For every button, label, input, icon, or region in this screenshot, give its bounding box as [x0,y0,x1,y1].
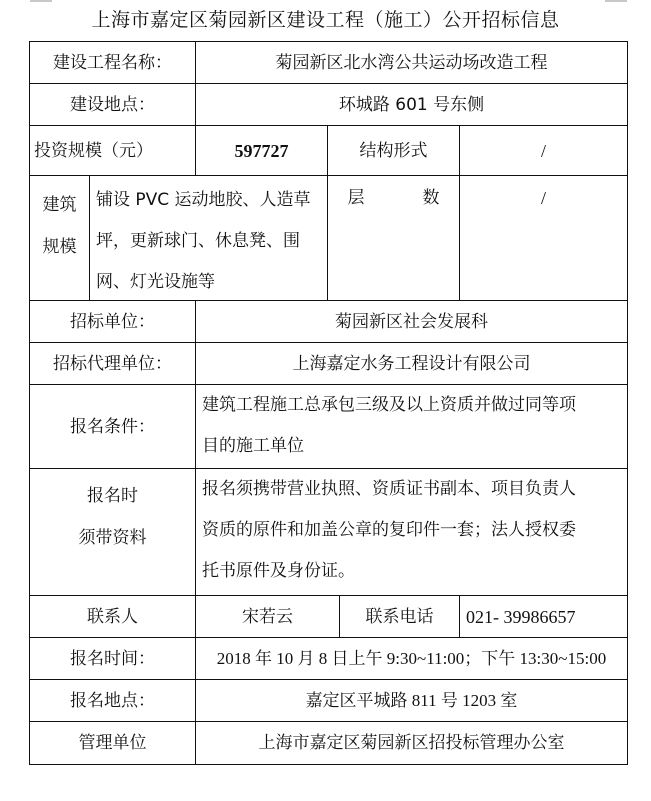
floors-label [327,175,460,301]
location-label: 建设地点： [29,83,196,126]
registration-place-label: 报名地点： [29,679,196,722]
floors-label-a: 层 [347,188,365,208]
registration-time-label: 报名时间： [29,637,196,680]
conditions-label: 报名条件： [29,384,196,469]
registration-time-value: 2018 年 10 月 8 日上午 9:30~11:00；下午 13:30~15:00 [195,637,628,680]
floors-value: / [459,175,628,301]
building-scale-label-line1: 建筑 [42,195,77,215]
project-name-label: 建设工程名称： [29,41,196,84]
building-scale-value [89,175,328,301]
management-label: 管理单位 [29,721,196,765]
materials-line: 托书原件及身份证。 [202,561,355,581]
materials-value [195,468,628,596]
management-value: 上海市嘉定区菊园新区招投标管理办公室 [195,721,628,765]
materials-label [29,468,196,596]
materials-line: 资质的原件和加盖公章的复印件一套；法人授权委 [202,520,576,540]
building-scale-line: 铺设 PVC 运动地胶、人造草 [96,190,311,210]
agent-label: 招标代理单位： [29,342,196,385]
contact-phone-value: 021- 39986657 [459,595,628,638]
materials-label-line2: 须带资料 [78,528,147,548]
location-value: 环城路 601 号东侧 [195,83,628,126]
registration-place-value: 嘉定区平城路 811 号 1203 室 [195,679,628,722]
agent-value: 上海嘉定水务工程设计有限公司 [195,342,628,385]
tender-info-table [30,42,628,766]
project-name-value: 菊园新区北水湾公共运动场改造工程 [195,41,628,84]
page-corner-mark-left [30,0,52,2]
tenderer-label: 招标单位： [29,300,196,343]
contact-name: 宋若云 [195,595,340,638]
contact-label: 联系人 [29,595,196,638]
page-corner-mark-right [605,0,627,2]
building-scale-label-line2: 规模 [42,237,77,257]
investment-value: 597727 [195,125,328,176]
structure-label: 结构形式 [327,125,460,176]
contact-phone-label: 联系电话 [339,595,460,638]
conditions-line: 目的施工单位 [202,436,304,456]
investment-label: 投资规模（元） [29,125,196,176]
tenderer-value: 菊园新区社会发展科 [195,300,628,343]
materials-line: 报名须携带营业执照、资质证书副本、项目负责人 [202,479,576,499]
building-scale-line: 坪，更新球门、休息凳、围 [96,231,300,251]
conditions-value [195,384,628,469]
structure-value: / [459,125,628,176]
building-scale-label [29,175,90,301]
building-scale-line: 网、灯光设施等 [96,272,215,292]
page-title: 上海市嘉定区菊园新区建设工程（施工）公开招标信息 [91,9,560,31]
conditions-line: 建筑工程施工总承包三级及以上资质并做过同等项 [202,395,576,415]
materials-label-line1: 报名时 [87,486,138,506]
floors-label-b: 数 [422,188,440,208]
